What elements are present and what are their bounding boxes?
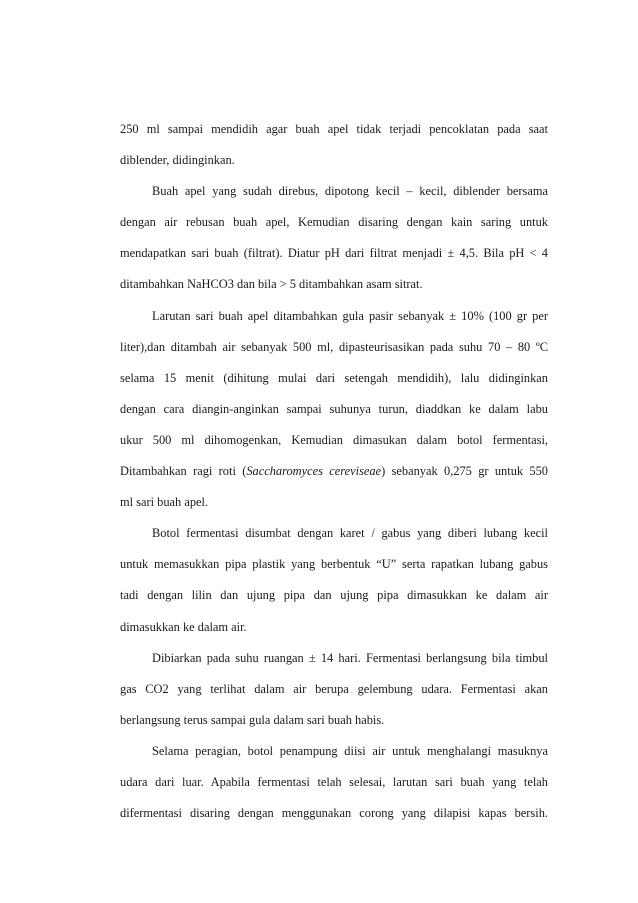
text-line: tadi dengan lilin dan ujung pipa dan ujung pipa dimasukkan ke dalam air <box>120 588 548 603</box>
text-segment: ) sebanyak 0,275 gr untuk 550 <box>381 464 548 479</box>
text-line: difermentasi disaring dengan menggunakan corong yang dilapisi kapas bersih. <box>120 806 548 821</box>
text-line: udara dari luar. Apabila fermentasi telah selesai, larutan sari buah yang telah <box>120 774 548 789</box>
text-line: dengan cara diangin-anginkan sampai suhunya turun, diaddkan ke dalam labu <box>120 401 548 416</box>
text-line: 250 ml sampai mendidih agar buah apel tidak terjadi pencoklatan pada saat <box>120 122 548 136</box>
paragraph-start-line: Selama peragian, botol penampung diisi air untuk menghalangi masuknya <box>152 743 548 758</box>
text-line: ml sari buah apel. <box>120 495 209 510</box>
text-line: liter),dan ditambah air sebanyak 500 ml, dipasteurisasikan pada suhu 70 – 80 ºC <box>120 339 548 354</box>
text-line: gas CO2 yang terlihat dalam air berupa gelembung udara. Fermentasi akan <box>120 681 548 696</box>
text-line: diblender, didinginkan. <box>120 153 235 168</box>
species-name: Saccharomyces cereviseae <box>246 464 382 479</box>
paragraph-start-line: Buah apel yang sudah direbus, dipotong kecil – kecil, diblender bersama <box>152 184 548 199</box>
paragraph-start-line: Larutan sari buah apel ditambahkan gula pasir sebanyak ± 10% (100 gr per <box>152 308 548 323</box>
body-text <box>120 119 548 834</box>
paragraph-start-line: Dibiarkan pada suhu ruangan ± 14 hari. Fermentasi berlangsung bila timbul <box>152 650 548 665</box>
text-line-with-species-name <box>120 461 548 492</box>
text-line: untuk memasukkan pipa plastik yang berbentuk “U” serta rapatkan lubang gabus <box>120 557 548 572</box>
text-line: dimasukkan ke dalam air. <box>120 619 247 634</box>
text-line: ditambahkan NaHCO3 dan bila > 5 ditambahkan asam sitrat. <box>120 277 423 292</box>
text-line: selama 15 menit (dihitung mulai dari setengah mendidih), lalu didinginkan <box>120 370 548 385</box>
text-line: ukur 500 ml dihomogenkan, Kemudian dimasukan dalam botol fermentasi, <box>120 432 548 447</box>
paragraph-start-line: Botol fermentasi disumbat dengan karet / gabus yang diberi lubang kecil <box>152 526 548 541</box>
text-line: dengan air rebusan buah apel, Kemudian disaring dengan kain saring untuk <box>120 215 548 230</box>
text-segment: Ditambahkan ragi roti ( <box>120 464 247 479</box>
text-line: berlangsung terus sampai gula dalam sari buah habis. <box>120 712 385 727</box>
text-line: mendapatkan sari buah (filtrat). Diatur pH dari filtrat menjadi ± 4,5. Bila pH < 4 <box>120 246 548 261</box>
